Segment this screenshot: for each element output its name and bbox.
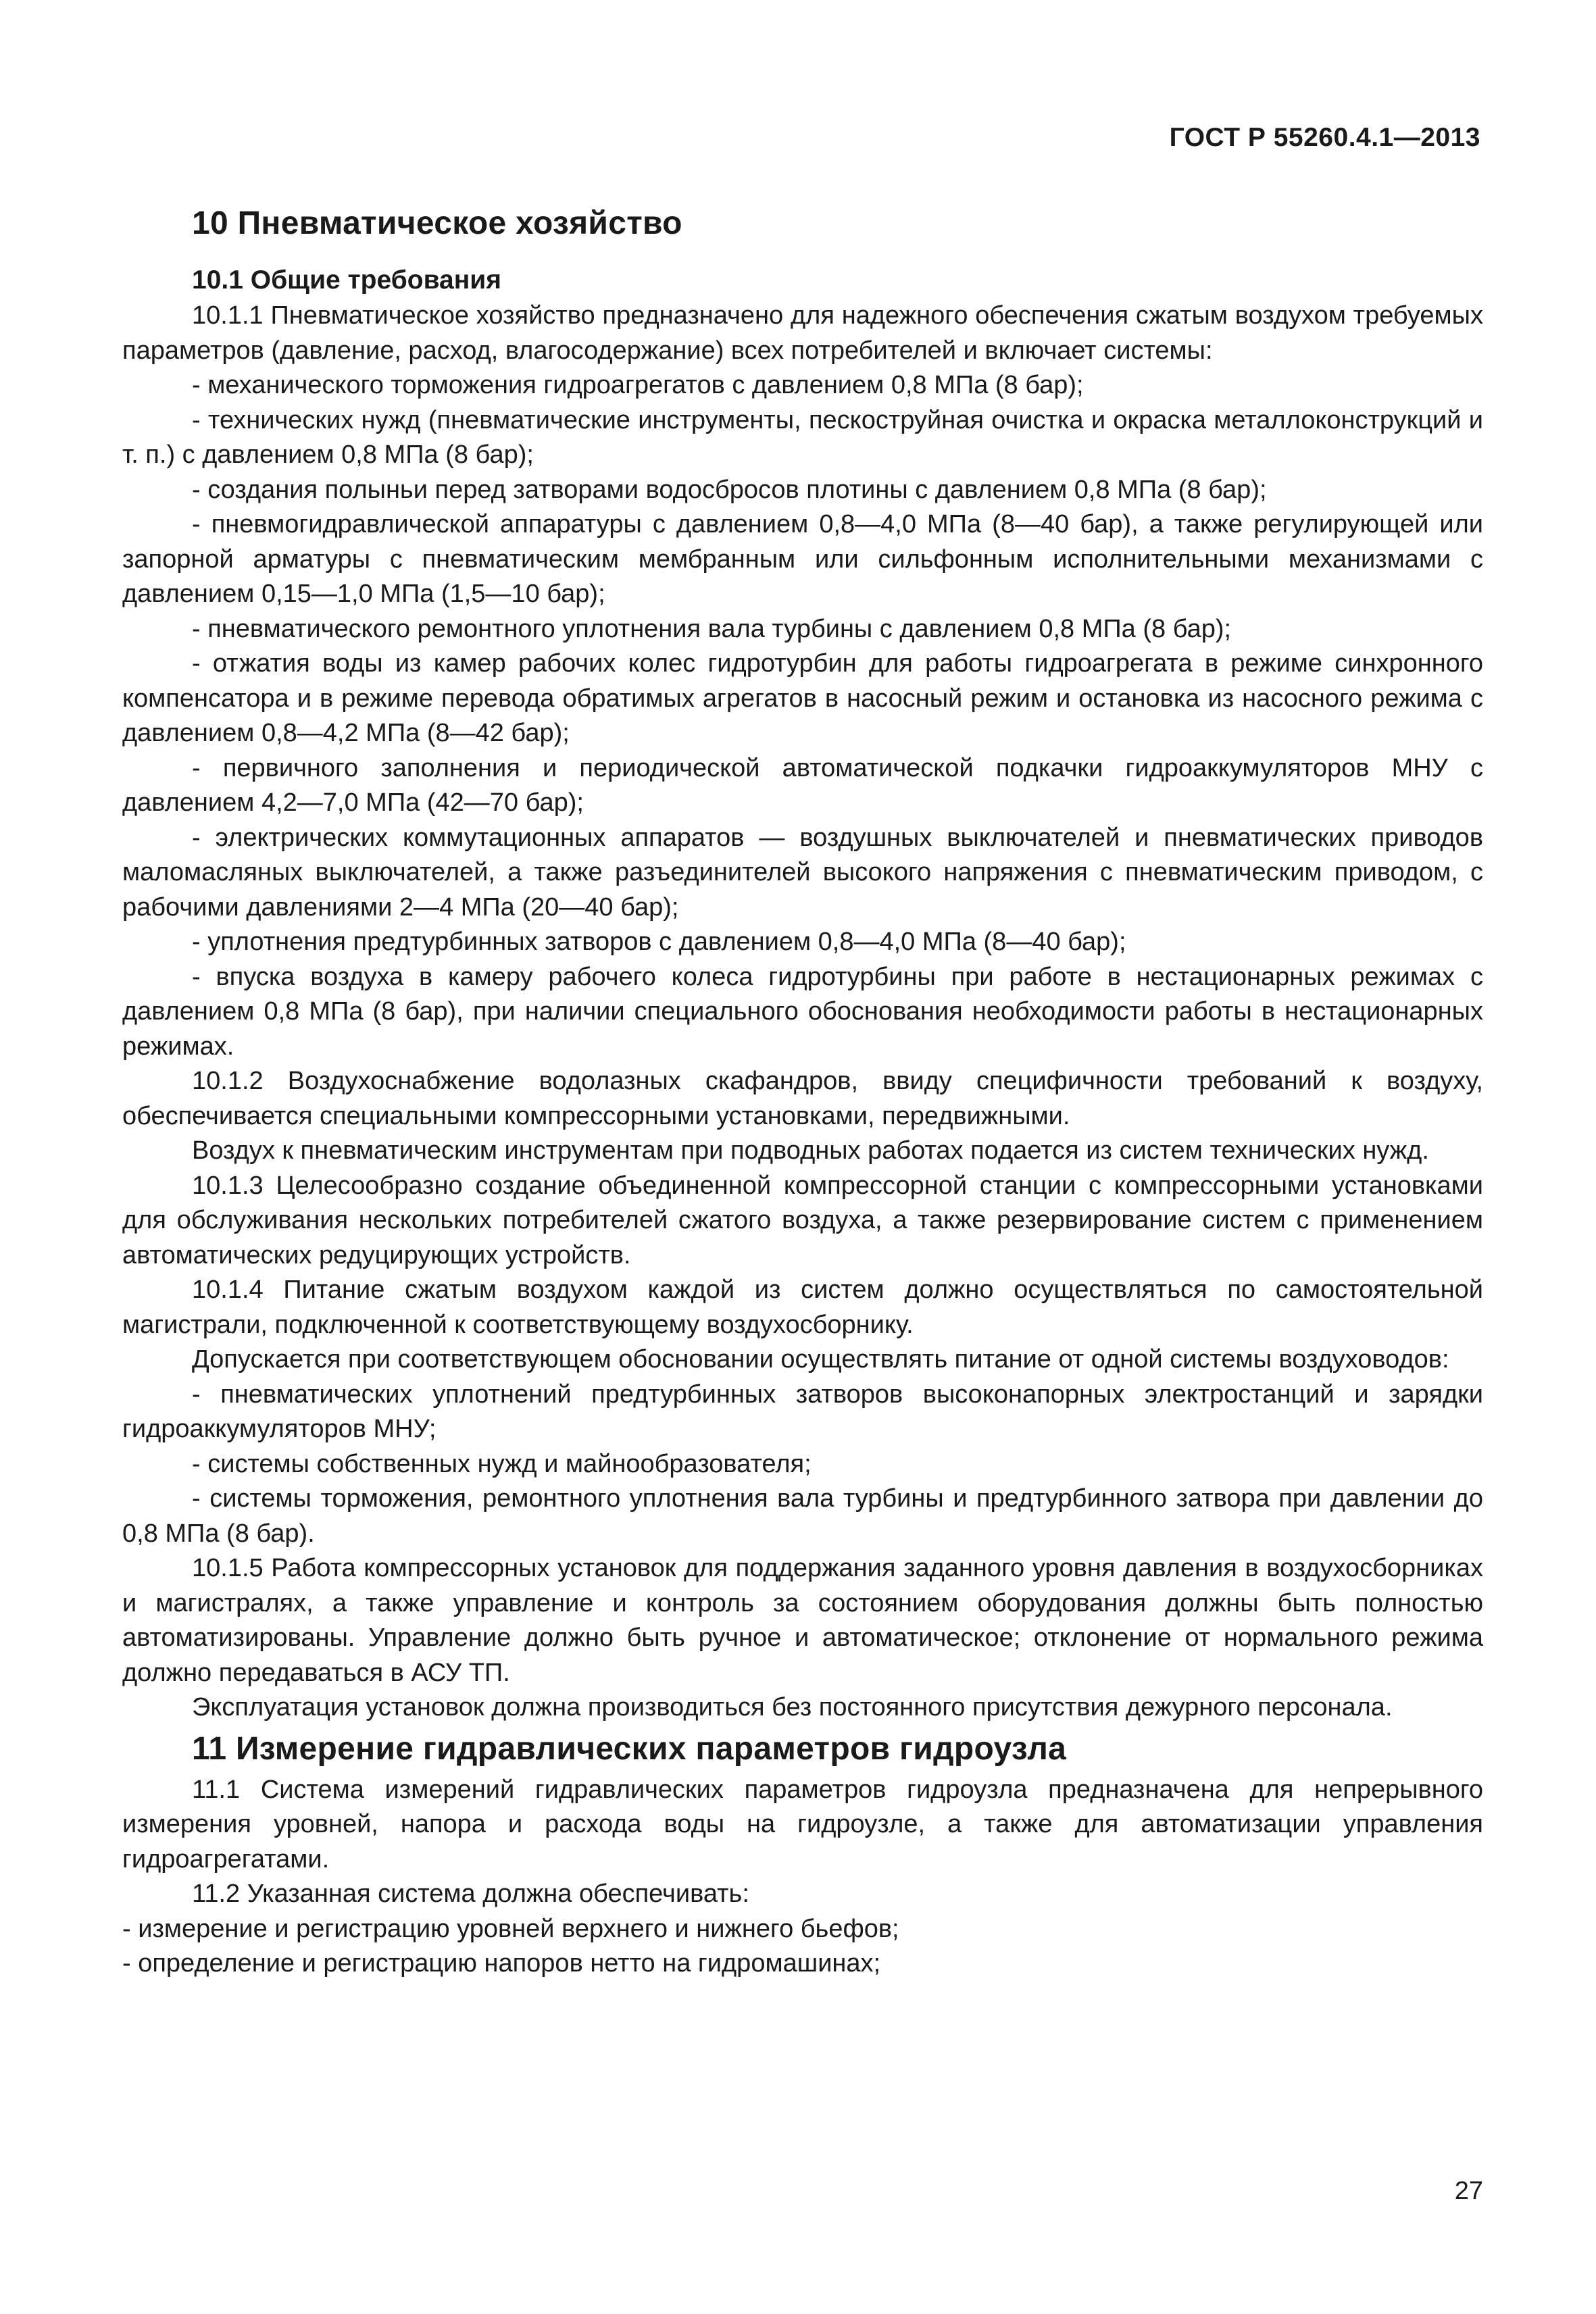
list-item: - пневматических уплотнений предтурбинных затворов высоконапорных электростанций и зарядки гидроаккумуляторов МНУ;	[122, 1380, 1483, 1443]
list-item: - технических нужд (пневматические инструменты, пескоструйная очистка и окраска металлоконструкций и т. п.) с давлением 0,8 МПа (8 бар);	[122, 405, 1483, 469]
section-11-title: 11 Измерение гидравлических параметров гидроузла	[192, 1730, 1067, 1767]
section-10-title: 10 Пневматическое хозяйство	[192, 205, 682, 241]
page-content	[122, 200, 1483, 1982]
paragraph: 11.1 Система измерений гидравлических параметров гидроузла предназначена для непрерывного измерения уровней, напора и расхода воды на гидроузле, а также для автоматизации управления гидроагрегатами.	[122, 1775, 1483, 1873]
list-item: - уплотнения предтурбинных затворов с давлением 0,8—4,0 МПа (8—40 бар);	[192, 928, 1126, 956]
list-item: - отжатия воды из камер рабочих колес гидротурбин для работы гидроагрегата в режиме синхронного компенсатора и в режиме перевода обратимых агрегатов в насосный режим и остановка из насосного режима с давлением 0,8—4,2 МПа (8—42 бар);	[122, 649, 1483, 747]
document-header: ГОСТ Р 55260.4.1—2013	[1169, 123, 1480, 152]
paragraph: 10.1.3 Целесообразно создание объединенной компрессорной станции с компрессорными установками для обслуживания нескольких потребителей сжатого воздуха, а также резервирование систем с применением автоматических редуцирующих устройств.	[122, 1171, 1483, 1269]
list-item: - механического торможения гидроагрегатов с давлением 0,8 МПа (8 бар);	[192, 371, 1084, 399]
list-item: - электрических коммутационных аппаратов — воздушных выключателей и пневматических приводов маломасляных выключателей, а также разъединителей высокого напряжения с пневматическим приводом, с рабочими давлениями 2—4 МПа (20—40 бар);	[122, 823, 1483, 922]
list-item: - первичного заполнения и периодической автоматической подкачки гидроаккумуляторов МНУ с давлением 4,2—7,0 МПа (42—70 бар);	[122, 753, 1483, 817]
list-item: - измерение и регистрацию уровней верхнего и нижнего бьефов;	[122, 1914, 899, 1943]
paragraph: 11.2 Указанная система должна обеспечивать:	[192, 1880, 749, 1908]
list-item: - определение и регистрацию напоров нетто на гидромашинах;	[122, 1949, 881, 1978]
paragraph: Эксплуатация установок должна производиться без постоянного присутствия дежурного персонала.	[192, 1693, 1393, 1721]
paragraph: 10.1.5 Работа компрессорных установок для поддержания заданного уровня давления в воздухосборниках и магистралях, а также управление и контроль за состоянием оборудования должны быть полностью автоматизированы. Управление должно быть ручное и автоматическое; отклонение от нормального режима должно передаваться в АСУ ТП.	[122, 1554, 1483, 1687]
list-item: - создания полыньи перед затворами водосбросов плотины с давлением 0,8 МПа (8 бар);	[192, 475, 1267, 504]
section-10-1-title: 10.1 Общие требования	[192, 266, 502, 295]
list-item: - впуска воздуха в камеру рабочего колеса гидротурбины при работе в нестационарных режимах с давлением 0,8 МПа (8 бар), при наличии специального обоснования необходимости работы в нестационарных режимах.	[122, 962, 1483, 1061]
paragraph: 10.1.1 Пневматическое хозяйство предназначено для надежного обеспечения сжатым воздухом требуемых параметров (давление, расход, влагосодержание) всех потребителей и включает системы:	[122, 301, 1483, 365]
page-number: 27	[1454, 2177, 1483, 2205]
paragraph: 10.1.4 Питание сжатым воздухом каждой из систем должно осуществляться по самостоятельной магистрали, подключенной к соответствующему воздухосборнику.	[122, 1276, 1483, 1339]
paragraph: Допускается при соответствующем обосновании осуществлять питание от одной системы воздуховодов:	[192, 1345, 1449, 1374]
list-item: - пневматического ремонтного уплотнения вала турбины с давлением 0,8 МПа (8 бар);	[192, 614, 1232, 643]
list-item: - системы собственных нужд и майнообразователя;	[192, 1449, 812, 1478]
list-item: - пневмогидравлической аппаратуры с давлением 0,8—4,0 МПа (8—40 бар), а также регулирующей или запорной арматуры с пневматическим мембранным или сильфонным исполнительными механизмами с давлением 0,15—1,0 МПа (1,5—10 бар);	[122, 510, 1483, 608]
list-item: - системы торможения, ремонтного уплотнения вала турбины и предтурбинного затвора при давлении до 0,8 МПа (8 бар).	[122, 1484, 1483, 1548]
paragraph: Воздух к пневматическим инструментам при подводных работах подается из систем технических нужд.	[192, 1136, 1429, 1165]
paragraph: 10.1.2 Воздухоснабжение водолазных скафандров, ввиду специфичности требований к воздуху, обеспечивается специальными компрессорными установками, передвижными.	[122, 1067, 1483, 1130]
